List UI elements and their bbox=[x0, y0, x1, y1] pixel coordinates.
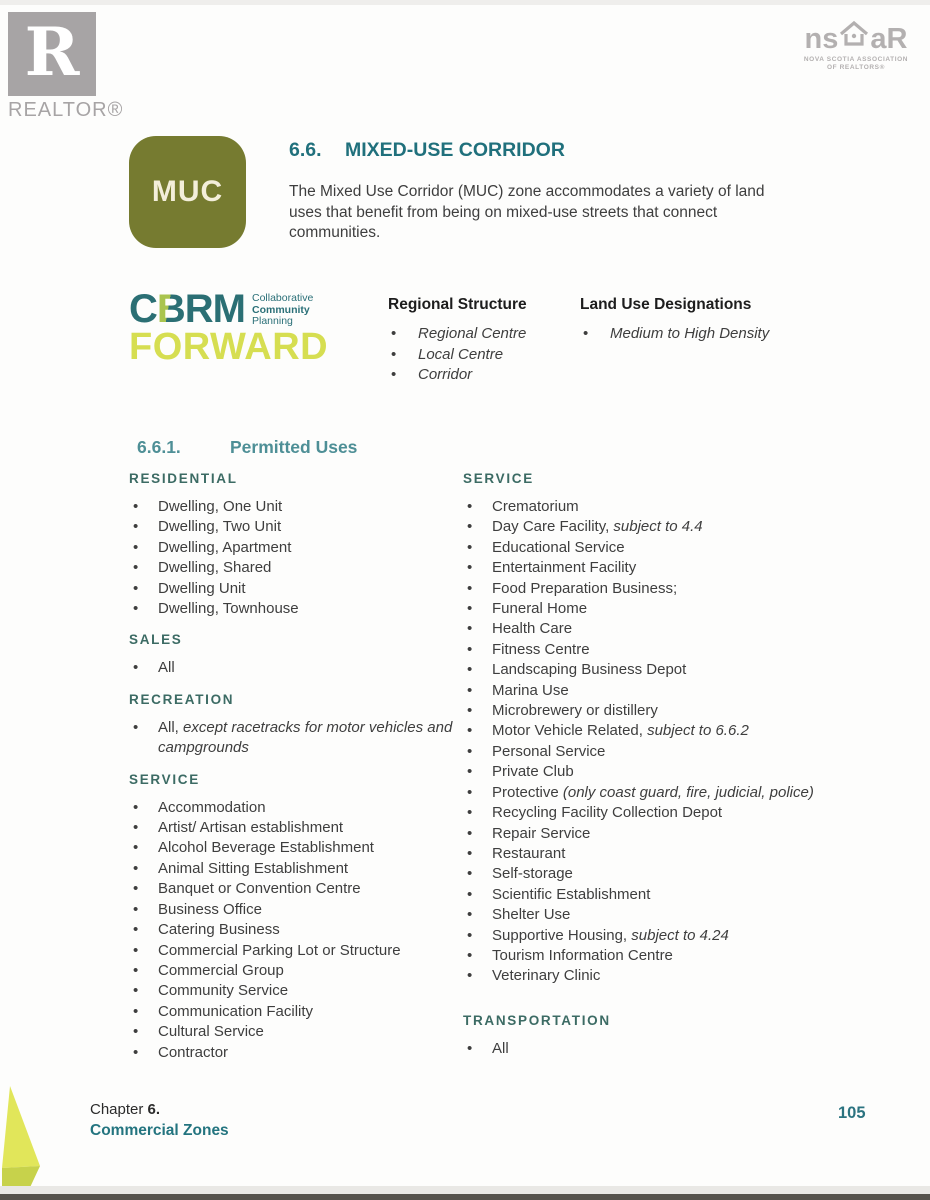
bullet-list bbox=[129, 497, 463, 619]
list-item: • All bbox=[129, 658, 463, 678]
list-item: • Crematorium bbox=[463, 497, 843, 517]
zone-text bbox=[289, 136, 789, 248]
cbrm-forward-logo bbox=[129, 287, 329, 368]
section-title: Regional Structure bbox=[388, 296, 527, 313]
photo-edge-bottom bbox=[0, 1194, 930, 1200]
permitted-uses-title: Permitted Uses bbox=[230, 437, 358, 457]
bullet-list bbox=[129, 798, 463, 1063]
list-item: • Medium to High Density bbox=[580, 324, 810, 345]
lime-kite-decoration bbox=[0, 1086, 46, 1200]
cbrm-tagline bbox=[252, 293, 313, 328]
section-title: Land Use Designations bbox=[580, 296, 752, 313]
list-item: • Corridor bbox=[388, 365, 578, 386]
bullet-list bbox=[388, 324, 578, 386]
chapter-title: Commercial Zones bbox=[90, 1122, 229, 1139]
realtor-block-icon bbox=[8, 12, 96, 96]
list-item: • Day Care Facility, subject to 4.4 bbox=[463, 517, 843, 537]
permitted-uses-heading bbox=[129, 437, 849, 458]
list-item: • Fitness Centre bbox=[463, 640, 843, 660]
cbrm-tagline-line1: Collaborative bbox=[252, 292, 314, 304]
page-number: 105 bbox=[838, 1104, 866, 1122]
list-item: • Business Office bbox=[129, 900, 463, 920]
list-item: • Supportive Housing, subject to 4.24 bbox=[463, 926, 843, 946]
realtor-r-letter: R bbox=[24, 13, 80, 91]
zone-badge: MUC bbox=[129, 136, 246, 248]
cbrm-letters bbox=[129, 287, 245, 331]
list-item: • Personal Service bbox=[463, 742, 843, 762]
list-item: • Motor Vehicle Related, subject to 6.6.2 bbox=[463, 721, 843, 741]
list-item: • Veterinary Clinic bbox=[463, 966, 843, 986]
zone-title-text: MIXED-USE CORRIDOR bbox=[345, 139, 565, 161]
photo-edge-top bbox=[0, 0, 930, 5]
cbrm-tagline-line2: Community bbox=[252, 303, 310, 316]
list-section bbox=[129, 692, 463, 759]
list-item: • Alcohol Beverage Establishment bbox=[129, 838, 463, 858]
list-section bbox=[129, 772, 463, 1063]
nsar-tagline-1: NOVA SCOTIA ASSOCIATION bbox=[803, 56, 909, 63]
list-section bbox=[129, 471, 463, 619]
list-item: • Tourism Information Centre bbox=[463, 946, 843, 966]
list-item: • Accommodation bbox=[129, 798, 463, 818]
list-section bbox=[463, 471, 843, 987]
bullet-list bbox=[129, 658, 463, 678]
bullet-list bbox=[463, 497, 843, 987]
list-item: • Commercial Group bbox=[129, 961, 463, 981]
cbrm-wordmark bbox=[129, 287, 328, 331]
list-item: • Dwelling, Shared bbox=[129, 558, 463, 578]
realtor-logo bbox=[8, 12, 128, 122]
list-item: • Health Care bbox=[463, 619, 843, 639]
realtor-label: REALTOR® bbox=[8, 99, 124, 121]
nsar-tagline-2: OF REALTORS® bbox=[827, 64, 885, 71]
bullet-list bbox=[580, 324, 810, 345]
list-item: • Microbrewery or distillery bbox=[463, 701, 843, 721]
list-section bbox=[129, 632, 463, 678]
list-item: • Repair Service bbox=[463, 824, 843, 844]
chapter-prefix: Chapter bbox=[90, 1101, 148, 1118]
cbrm-tagline-line3: Planning bbox=[252, 315, 293, 327]
section-title: TRANSPORTATION bbox=[463, 1012, 611, 1028]
list-item: • Shelter Use bbox=[463, 905, 843, 925]
list-item: • Animal Sitting Establishment bbox=[129, 859, 463, 879]
section-title: SERVICE bbox=[463, 471, 534, 486]
footer-chapter bbox=[90, 1101, 229, 1140]
list-item: • All bbox=[463, 1039, 843, 1059]
section-title: RESIDENTIAL bbox=[129, 471, 238, 486]
land-use-designations-block bbox=[580, 296, 810, 345]
list-item: • Educational Service bbox=[463, 538, 843, 558]
list-item: • Community Service bbox=[129, 981, 463, 1001]
list-item: • Communication Facility bbox=[129, 1002, 463, 1022]
list-item: • Entertainment Facility bbox=[463, 558, 843, 578]
permitted-right-column bbox=[463, 471, 843, 1072]
zone-intro bbox=[129, 136, 789, 248]
list-item: • Cultural Service bbox=[129, 1022, 463, 1042]
list-item: • Catering Business bbox=[129, 920, 463, 940]
zone-heading bbox=[289, 139, 789, 162]
list-item: • Commercial Parking Lot or Structure bbox=[129, 941, 463, 961]
bullet-list bbox=[463, 1039, 843, 1059]
list-item: • Regional Centre bbox=[388, 324, 578, 345]
list-item: • Contractor bbox=[129, 1043, 463, 1063]
forward-wordmark: FORWARD bbox=[129, 325, 329, 368]
cbrm-letters-rm: RM bbox=[184, 287, 245, 331]
list-section bbox=[580, 296, 810, 345]
list-item: • Self-storage bbox=[463, 864, 843, 884]
list-item: • Dwelling, Townhouse bbox=[129, 599, 463, 619]
cbrm-letter-b: B bbox=[156, 287, 185, 331]
chapter-number: 6. bbox=[147, 1101, 161, 1118]
photo-edge-band bbox=[0, 1186, 930, 1194]
nsar-wordmark bbox=[792, 20, 920, 55]
permitted-left-column bbox=[129, 471, 463, 1076]
section-title: SALES bbox=[129, 632, 183, 648]
list-item: • Restaurant bbox=[463, 844, 843, 864]
list-item: • Marina Use bbox=[463, 681, 843, 701]
list-item: • Dwelling, Apartment bbox=[129, 538, 463, 558]
list-item: • Landscaping Business Depot bbox=[463, 660, 843, 680]
zone-number: 6.6. bbox=[289, 139, 322, 161]
list-item: • Funeral Home bbox=[463, 599, 843, 619]
regional-structure-block bbox=[388, 296, 578, 386]
nsar-text-left: ns bbox=[804, 22, 839, 55]
chapter-label bbox=[90, 1101, 229, 1118]
nsar-text-right: aR bbox=[870, 22, 908, 55]
list-item: • Dwelling, Two Unit bbox=[129, 517, 463, 537]
list-item: • Banquet or Convention Centre bbox=[129, 879, 463, 899]
branding-row bbox=[129, 287, 829, 391]
list-item: • Recycling Facility Collection Depot bbox=[463, 803, 843, 823]
section-title: SERVICE bbox=[129, 771, 200, 787]
zone-description: The Mixed Use Corridor (MUC) zone accommodates a variety of land uses that benefit from being on mixed-use streets that connect communities. bbox=[289, 183, 765, 241]
list-item: • Food Preparation Business; bbox=[463, 579, 843, 599]
list-section bbox=[388, 296, 578, 386]
list-item: • Scientific Establishment bbox=[463, 885, 843, 905]
list-item: • Artist/ Artisan establishment bbox=[129, 818, 463, 838]
list-item: • Dwelling, One Unit bbox=[129, 497, 463, 517]
permitted-uses-number: 6.6.1. bbox=[137, 437, 181, 457]
section-title: RECREATION bbox=[129, 691, 235, 707]
list-item: • Local Centre bbox=[388, 345, 578, 366]
permitted-uses-section bbox=[129, 437, 849, 1061]
nsar-logo bbox=[792, 20, 920, 72]
list-item: • Private Club bbox=[463, 762, 843, 782]
house-icon bbox=[839, 20, 869, 52]
list-item: • All, except racetracks for motor vehicles and campgrounds bbox=[129, 718, 463, 759]
bullet-list bbox=[129, 718, 463, 759]
list-item: • Protective (only coast guard, fire, judicial, police) bbox=[463, 783, 843, 803]
list-item: • Dwelling Unit bbox=[129, 579, 463, 599]
list-section bbox=[463, 1013, 843, 1059]
cbrm-letter-c: C bbox=[129, 287, 157, 331]
